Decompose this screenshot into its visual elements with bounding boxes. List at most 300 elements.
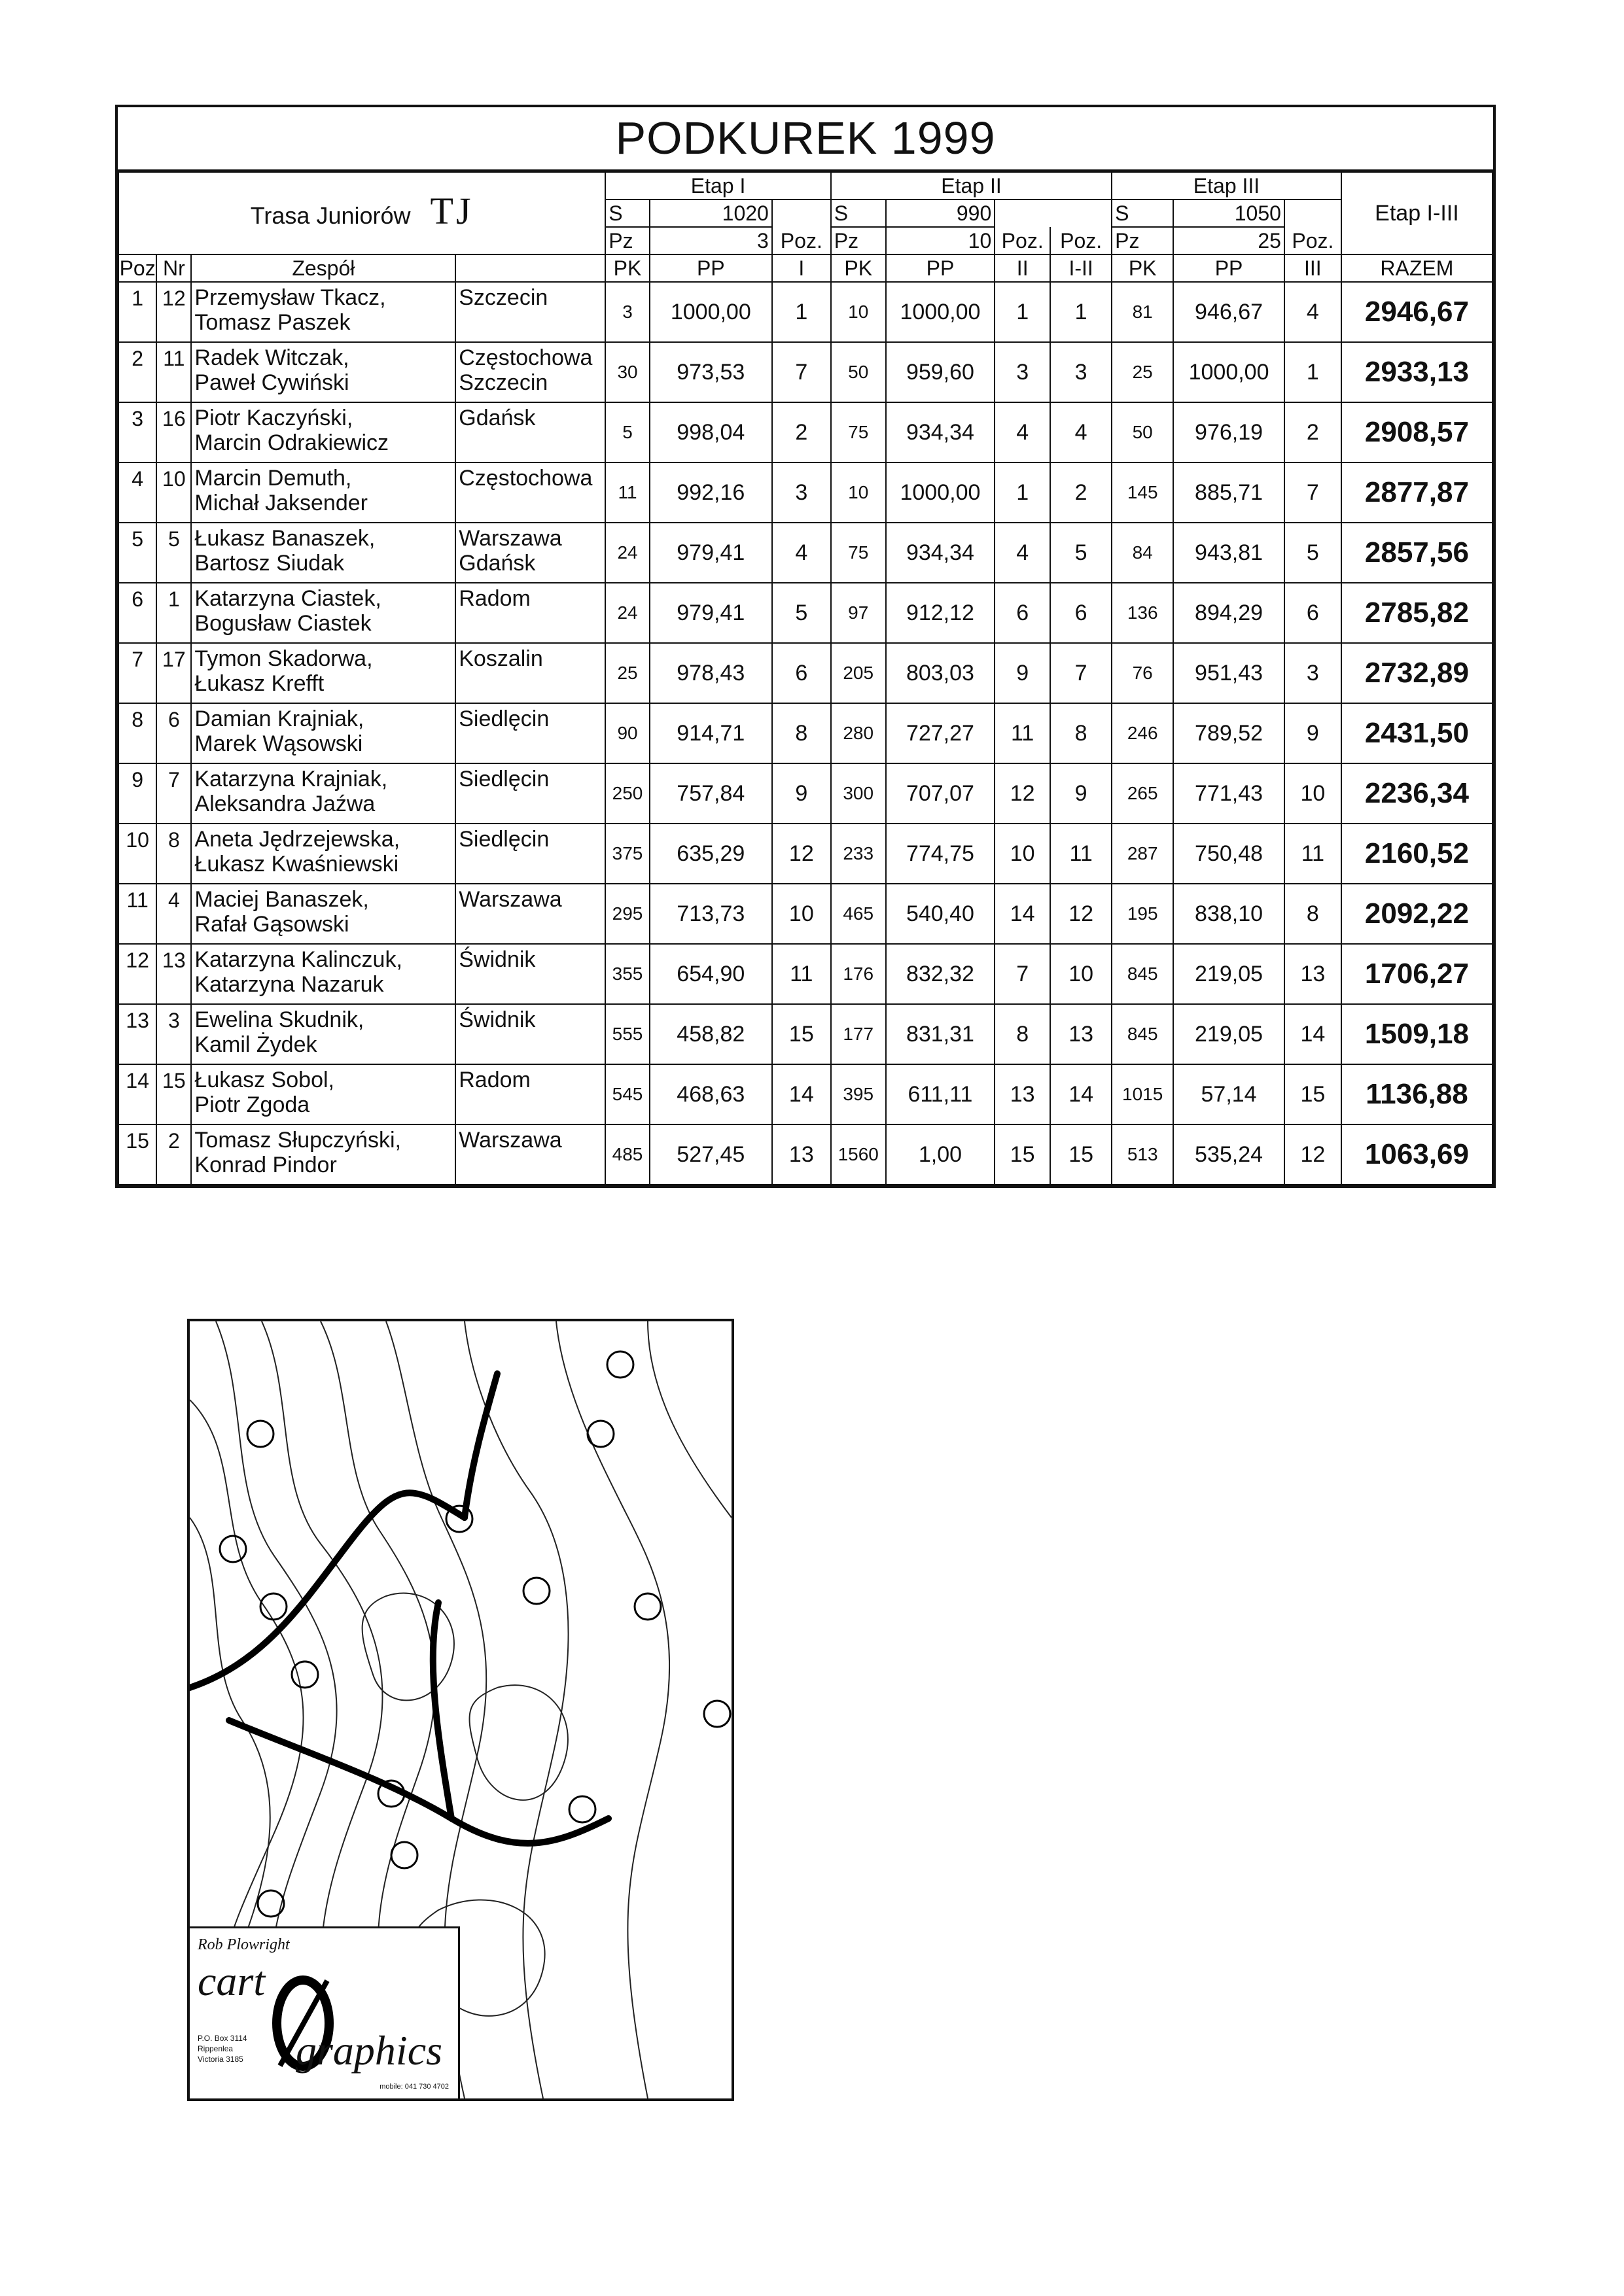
pp2-cell: 707,07 <box>886 763 995 824</box>
etap3-pz-value: 25 <box>1173 227 1284 254</box>
col-zespol: Zespół <box>191 254 455 282</box>
pp1-cell: 654,90 <box>650 944 772 1004</box>
team-cell <box>191 1004 455 1064</box>
pp1-cell: 992,16 <box>650 462 772 523</box>
pk2-cell: 176 <box>831 944 886 1004</box>
city-cell <box>455 703 605 763</box>
pp2-cell: 1,00 <box>886 1124 995 1185</box>
logo-author: Rob Plowright <box>198 1936 290 1953</box>
poz2-cell: 9 <box>995 643 1050 703</box>
col-pk1: PK <box>605 254 649 282</box>
poz12-cell: 12 <box>1050 884 1112 944</box>
city-cell <box>455 824 605 884</box>
pp1-cell: 1000,00 <box>650 282 772 342</box>
poz2-cell: 4 <box>995 402 1050 462</box>
city-1: Siedlęcin <box>459 827 550 852</box>
pp3-cell: 750,48 <box>1173 824 1284 884</box>
logo-cart: cart <box>198 1958 266 2004</box>
table-row <box>118 824 1492 884</box>
poz12-cell: 1 <box>1050 282 1112 342</box>
results-sheet <box>115 105 1496 1188</box>
city-1: Świdnik <box>459 947 536 972</box>
etap2-s-value: 990 <box>886 200 995 227</box>
team-member-2: Aleksandra Jaźwa <box>194 791 376 816</box>
poz1-cell: 9 <box>772 763 831 824</box>
poz1-cell: 7 <box>772 342 831 402</box>
team-member-1: Tymon Skadorwa, <box>194 646 373 671</box>
city-cell <box>455 1064 605 1124</box>
poz2-cell: 4 <box>995 523 1050 583</box>
pp2-cell: 959,60 <box>886 342 995 402</box>
total-cell: 2877,87 <box>1341 462 1492 523</box>
etap1-poz-label: Poz. <box>772 227 831 254</box>
poz12-cell: 5 <box>1050 523 1112 583</box>
nr-cell: 10 <box>156 462 191 523</box>
poz3-cell: 10 <box>1284 763 1341 824</box>
etap1-pz-label: Pz <box>605 227 649 254</box>
orienteering-map <box>187 1319 734 2101</box>
page-title: PODKUREK 1999 <box>118 107 1493 171</box>
team-member-2: Bogusław Ciastek <box>194 611 372 636</box>
pp2-cell: 832,32 <box>886 944 995 1004</box>
pp1-cell: 979,41 <box>650 583 772 643</box>
poz2-cell: 8 <box>995 1004 1050 1064</box>
city-cell <box>455 282 605 342</box>
pk3-cell: 84 <box>1112 523 1173 583</box>
pk3-cell: 287 <box>1112 824 1173 884</box>
team-member-2: Kamil Żydek <box>194 1032 317 1057</box>
nr-cell: 13 <box>156 944 191 1004</box>
poz3-cell: 1 <box>1284 342 1341 402</box>
etap1-s-value: 1020 <box>650 200 772 227</box>
team-cell <box>191 763 455 824</box>
poz12-cell: 7 <box>1050 643 1112 703</box>
team-cell <box>191 282 455 342</box>
poz12-cell: 2 <box>1050 462 1112 523</box>
nr-cell: 1 <box>156 583 191 643</box>
table-row <box>118 1004 1492 1064</box>
poz2-cell: 13 <box>995 1064 1050 1124</box>
pk3-cell: 25 <box>1112 342 1173 402</box>
pp3-cell: 535,24 <box>1173 1124 1284 1185</box>
table-row <box>118 944 1492 1004</box>
total-cell: 1706,27 <box>1341 944 1492 1004</box>
pk3-cell: 195 <box>1112 884 1173 944</box>
trasa-label: Trasa Juniorów <box>250 201 411 229</box>
pk2-cell: 465 <box>831 884 886 944</box>
pp1-cell: 998,04 <box>650 402 772 462</box>
pp1-cell: 973,53 <box>650 342 772 402</box>
poz3-cell: 15 <box>1284 1064 1341 1124</box>
results-table <box>118 171 1493 1185</box>
city-2: Szczecin <box>459 370 548 395</box>
pp2-cell: 611,11 <box>886 1064 995 1124</box>
pk1-cell: 555 <box>605 1004 649 1064</box>
pp2-cell: 540,40 <box>886 884 995 944</box>
city-cell <box>455 1004 605 1064</box>
pp3-cell: 1000,00 <box>1173 342 1284 402</box>
city-cell <box>455 763 605 824</box>
cartographics-logo <box>190 1926 460 2098</box>
rank-cell: 13 <box>118 1004 156 1064</box>
poz2-cell: 1 <box>995 282 1050 342</box>
team-cell <box>191 462 455 523</box>
poz12-cell: 4 <box>1050 402 1112 462</box>
team-member-2: Tomasz Paszek <box>194 310 351 335</box>
poz3-cell: 2 <box>1284 402 1341 462</box>
table-row <box>118 523 1492 583</box>
pk3-cell: 145 <box>1112 462 1173 523</box>
col-p12: I-II <box>1050 254 1112 282</box>
poz3-cell: 7 <box>1284 462 1341 523</box>
city-cell <box>455 643 605 703</box>
team-member-2: Marek Wąsowski <box>194 731 363 756</box>
total-cell: 2908,57 <box>1341 402 1492 462</box>
rank-cell: 1 <box>118 282 156 342</box>
nr-cell: 7 <box>156 763 191 824</box>
poz1-cell: 10 <box>772 884 831 944</box>
pk3-cell: 76 <box>1112 643 1173 703</box>
rank-cell: 9 <box>118 763 156 824</box>
poz2-cell: 15 <box>995 1124 1050 1185</box>
poz1-cell: 5 <box>772 583 831 643</box>
pp2-cell: 803,03 <box>886 643 995 703</box>
city-1: Warszawa <box>459 526 562 551</box>
table-row <box>118 763 1492 824</box>
poz2-cell: 14 <box>995 884 1050 944</box>
etap2-poz-label: Poz. <box>995 227 1050 254</box>
poz12-cell: 10 <box>1050 944 1112 1004</box>
total-cell: 2431,50 <box>1341 703 1492 763</box>
pk1-cell: 11 <box>605 462 649 523</box>
etap3-header: Etap III <box>1112 172 1341 200</box>
trasa-code: TJ <box>430 189 474 232</box>
pk1-cell: 24 <box>605 523 649 583</box>
etap3-pz-label: Pz <box>1112 227 1173 254</box>
poz2-cell: 11 <box>995 703 1050 763</box>
team-member-1: Katarzyna Ciastek, <box>194 586 381 611</box>
total-cell: 1509,18 <box>1341 1004 1492 1064</box>
rank-cell: 11 <box>118 884 156 944</box>
city-cell <box>455 342 605 402</box>
city-1: Radom <box>459 586 531 611</box>
poz2-cell: 1 <box>995 462 1050 523</box>
nr-cell: 16 <box>156 402 191 462</box>
pp3-cell: 885,71 <box>1173 462 1284 523</box>
pp2-cell: 727,27 <box>886 703 995 763</box>
table-row <box>118 583 1492 643</box>
team-member-1: Marcin Demuth, <box>194 466 352 491</box>
city-1: Koszalin <box>459 646 543 671</box>
logo-graphics: graphics <box>296 2027 442 2074</box>
etap1-header: Etap I <box>605 172 831 200</box>
table-row <box>118 1064 1492 1124</box>
poz1-cell: 6 <box>772 643 831 703</box>
team-member-1: Łukasz Banaszek, <box>194 526 376 551</box>
poz3-cell: 4 <box>1284 282 1341 342</box>
logo-address-line: P.O. Box 3114 <box>198 2034 247 2043</box>
poz3-cell: 13 <box>1284 944 1341 1004</box>
pk2-cell: 177 <box>831 1004 886 1064</box>
team-member-1: Aneta Jędrzejewska, <box>194 827 400 852</box>
pk3-cell: 81 <box>1112 282 1173 342</box>
pp1-cell: 978,43 <box>650 643 772 703</box>
poz2-cell: 6 <box>995 583 1050 643</box>
city-cell <box>455 402 605 462</box>
poz1-cell: 13 <box>772 1124 831 1185</box>
pk3-cell: 1015 <box>1112 1064 1173 1124</box>
nr-cell: 15 <box>156 1064 191 1124</box>
team-cell <box>191 523 455 583</box>
rank-cell: 4 <box>118 462 156 523</box>
pk1-cell: 295 <box>605 884 649 944</box>
team-cell <box>191 1124 455 1185</box>
col-pk2: PK <box>831 254 886 282</box>
poz3-cell: 5 <box>1284 523 1341 583</box>
etap3-s-value: 1050 <box>1173 200 1284 227</box>
team-cell <box>191 1064 455 1124</box>
city-cell <box>455 944 605 1004</box>
table-row <box>118 402 1492 462</box>
rank-cell: 14 <box>118 1064 156 1124</box>
total-cell: 1136,88 <box>1341 1064 1492 1124</box>
city-2: Gdańsk <box>459 551 536 576</box>
team-member-1: Przemysław Tkacz, <box>194 285 386 310</box>
total-cell: 2933,13 <box>1341 342 1492 402</box>
poz3-cell: 8 <box>1284 884 1341 944</box>
pp3-cell: 894,29 <box>1173 583 1284 643</box>
poz1-cell: 2 <box>772 402 831 462</box>
logo-address <box>198 2033 247 2064</box>
pp3-cell: 976,19 <box>1173 402 1284 462</box>
pk1-cell: 25 <box>605 643 649 703</box>
team-member-1: Radek Witczak, <box>194 345 349 370</box>
team-cell <box>191 342 455 402</box>
nr-cell: 12 <box>156 282 191 342</box>
nr-cell: 4 <box>156 884 191 944</box>
pp3-cell: 57,14 <box>1173 1064 1284 1124</box>
pk1-cell: 5 <box>605 402 649 462</box>
city-1: Gdańsk <box>459 406 536 430</box>
rank-cell: 15 <box>118 1124 156 1185</box>
team-member-2: Łukasz Kwaśniewski <box>194 852 399 877</box>
pk3-cell: 50 <box>1112 402 1173 462</box>
poz12-cell: 15 <box>1050 1124 1112 1185</box>
team-member-1: Łukasz Sobol, <box>194 1068 335 1092</box>
etap3-poz-label: Poz. <box>1284 227 1341 254</box>
city-cell <box>455 462 605 523</box>
poz1-cell: 8 <box>772 703 831 763</box>
team-cell <box>191 944 455 1004</box>
poz12-cell: 13 <box>1050 1004 1112 1064</box>
table-row <box>118 643 1492 703</box>
pk2-cell: 10 <box>831 282 886 342</box>
pk1-cell: 375 <box>605 824 649 884</box>
city-1: Świdnik <box>459 1007 536 1032</box>
poz3-cell: 3 <box>1284 643 1341 703</box>
total-cell: 2785,82 <box>1341 583 1492 643</box>
nr-cell: 3 <box>156 1004 191 1064</box>
team-member-2: Konrad Pindor <box>194 1153 337 1177</box>
team-member-2: Katarzyna Nazaruk <box>194 972 384 997</box>
pk3-cell: 513 <box>1112 1124 1173 1185</box>
team-member-2: Paweł Cywiński <box>194 370 349 395</box>
team-cell <box>191 703 455 763</box>
nr-cell: 6 <box>156 703 191 763</box>
col-pp3: PP <box>1173 254 1284 282</box>
pp1-cell: 458,82 <box>650 1004 772 1064</box>
poz2-cell: 12 <box>995 763 1050 824</box>
poz1-cell: 3 <box>772 462 831 523</box>
team-member-2: Piotr Zgoda <box>194 1092 310 1117</box>
nr-cell: 2 <box>156 1124 191 1185</box>
team-cell <box>191 884 455 944</box>
col-razem: RAZEM <box>1341 254 1492 282</box>
poz3-cell: 11 <box>1284 824 1341 884</box>
poz2-cell: 10 <box>995 824 1050 884</box>
team-member-1: Maciej Banaszek, <box>194 887 369 912</box>
table-row <box>118 703 1492 763</box>
team-member-1: Katarzyna Kalinczuk, <box>194 947 402 972</box>
pk3-cell: 136 <box>1112 583 1173 643</box>
pp2-cell: 934,34 <box>886 402 995 462</box>
etap2-header: Etap II <box>831 172 1112 200</box>
team-member-2: Bartosz Siudak <box>194 551 345 576</box>
pk1-cell: 3 <box>605 282 649 342</box>
logo-address-line: Rippenlea <box>198 2044 234 2053</box>
pk2-cell: 75 <box>831 402 886 462</box>
team-member-1: Tomasz Słupczyński, <box>194 1128 401 1153</box>
city-1: Warszawa <box>459 887 562 912</box>
pk1-cell: 355 <box>605 944 649 1004</box>
team-member-1: Ewelina Skudnik, <box>194 1007 364 1032</box>
poz1-cell: 15 <box>772 1004 831 1064</box>
pk2-cell: 75 <box>831 523 886 583</box>
pk2-cell: 97 <box>831 583 886 643</box>
city-cell <box>455 884 605 944</box>
pk2-cell: 233 <box>831 824 886 884</box>
pp1-cell: 635,29 <box>650 824 772 884</box>
team-member-2: Marcin Odrakiewicz <box>194 430 389 455</box>
table-row <box>118 462 1492 523</box>
etap2-pz-value: 10 <box>886 227 995 254</box>
pk3-cell: 845 <box>1112 1004 1173 1064</box>
pp3-cell: 219,05 <box>1173 1004 1284 1064</box>
pp3-cell: 946,67 <box>1173 282 1284 342</box>
pp1-cell: 527,45 <box>650 1124 772 1185</box>
city-1: Warszawa <box>459 1128 562 1153</box>
total-cell: 2857,56 <box>1341 523 1492 583</box>
poz12-cell: 11 <box>1050 824 1112 884</box>
rank-cell: 8 <box>118 703 156 763</box>
etap2-s-label: S <box>831 200 886 227</box>
team-cell <box>191 643 455 703</box>
total-cell: 2732,89 <box>1341 643 1492 703</box>
pp2-cell: 1000,00 <box>886 462 995 523</box>
pk1-cell: 90 <box>605 703 649 763</box>
trasa-cell <box>118 172 605 254</box>
col-pp2: PP <box>886 254 995 282</box>
table-row <box>118 342 1492 402</box>
table-row <box>118 282 1492 342</box>
col-p2: II <box>995 254 1050 282</box>
etap12-poz-label: Poz. <box>1050 227 1112 254</box>
nr-cell: 11 <box>156 342 191 402</box>
pp3-cell: 951,43 <box>1173 643 1284 703</box>
rank-cell: 3 <box>118 402 156 462</box>
team-member-1: Piotr Kaczyński, <box>194 406 353 430</box>
pk1-cell: 485 <box>605 1124 649 1185</box>
etap-total-header: Etap I-III <box>1341 172 1492 254</box>
pk3-cell: 246 <box>1112 703 1173 763</box>
city-1: Siedlęcin <box>459 767 550 791</box>
team-member-1: Damian Krajniak, <box>194 706 364 731</box>
etap3-s-label: S <box>1112 200 1173 227</box>
pk2-cell: 1560 <box>831 1124 886 1185</box>
city-1: Częstochowa <box>459 345 593 370</box>
rank-cell: 10 <box>118 824 156 884</box>
poz12-cell: 14 <box>1050 1064 1112 1124</box>
col-poz: Poz <box>118 254 156 282</box>
pk2-cell: 300 <box>831 763 886 824</box>
poz3-cell: 6 <box>1284 583 1341 643</box>
col-nr: Nr <box>156 254 191 282</box>
city-cell <box>455 1124 605 1185</box>
city-cell <box>455 583 605 643</box>
poz2-cell: 7 <box>995 944 1050 1004</box>
etap1-s-label: S <box>605 200 649 227</box>
pp1-cell: 468,63 <box>650 1064 772 1124</box>
poz3-cell: 14 <box>1284 1004 1341 1064</box>
team-cell <box>191 824 455 884</box>
total-cell: 2160,52 <box>1341 824 1492 884</box>
pk2-cell: 10 <box>831 462 886 523</box>
pk2-cell: 280 <box>831 703 886 763</box>
pp3-cell: 943,81 <box>1173 523 1284 583</box>
poz12-cell: 3 <box>1050 342 1112 402</box>
rank-cell: 7 <box>118 643 156 703</box>
city-1: Częstochowa <box>459 466 593 491</box>
etap2-pz-label: Pz <box>831 227 886 254</box>
pp1-cell: 914,71 <box>650 703 772 763</box>
rank-cell: 5 <box>118 523 156 583</box>
pp3-cell: 789,52 <box>1173 703 1284 763</box>
logo-mobile: mobile: 041 730 4702 <box>380 2083 449 2091</box>
rank-cell: 12 <box>118 944 156 1004</box>
table-row <box>118 1124 1492 1185</box>
pp2-cell: 1000,00 <box>886 282 995 342</box>
pp2-cell: 774,75 <box>886 824 995 884</box>
etap1-pz-value: 3 <box>650 227 772 254</box>
col-pp1: PP <box>650 254 772 282</box>
pk2-cell: 205 <box>831 643 886 703</box>
pk1-cell: 30 <box>605 342 649 402</box>
poz12-cell: 8 <box>1050 703 1112 763</box>
poz12-cell: 6 <box>1050 583 1112 643</box>
team-member-2: Michał Jaksender <box>194 491 368 515</box>
total-cell: 2236,34 <box>1341 763 1492 824</box>
nr-cell: 17 <box>156 643 191 703</box>
pk2-cell: 50 <box>831 342 886 402</box>
pk1-cell: 24 <box>605 583 649 643</box>
pk2-cell: 395 <box>831 1064 886 1124</box>
team-cell <box>191 402 455 462</box>
poz12-cell: 9 <box>1050 763 1112 824</box>
poz2-cell: 3 <box>995 342 1050 402</box>
team-member-2: Łukasz Krefft <box>194 671 325 696</box>
col-pk3: PK <box>1112 254 1173 282</box>
nr-cell: 5 <box>156 523 191 583</box>
